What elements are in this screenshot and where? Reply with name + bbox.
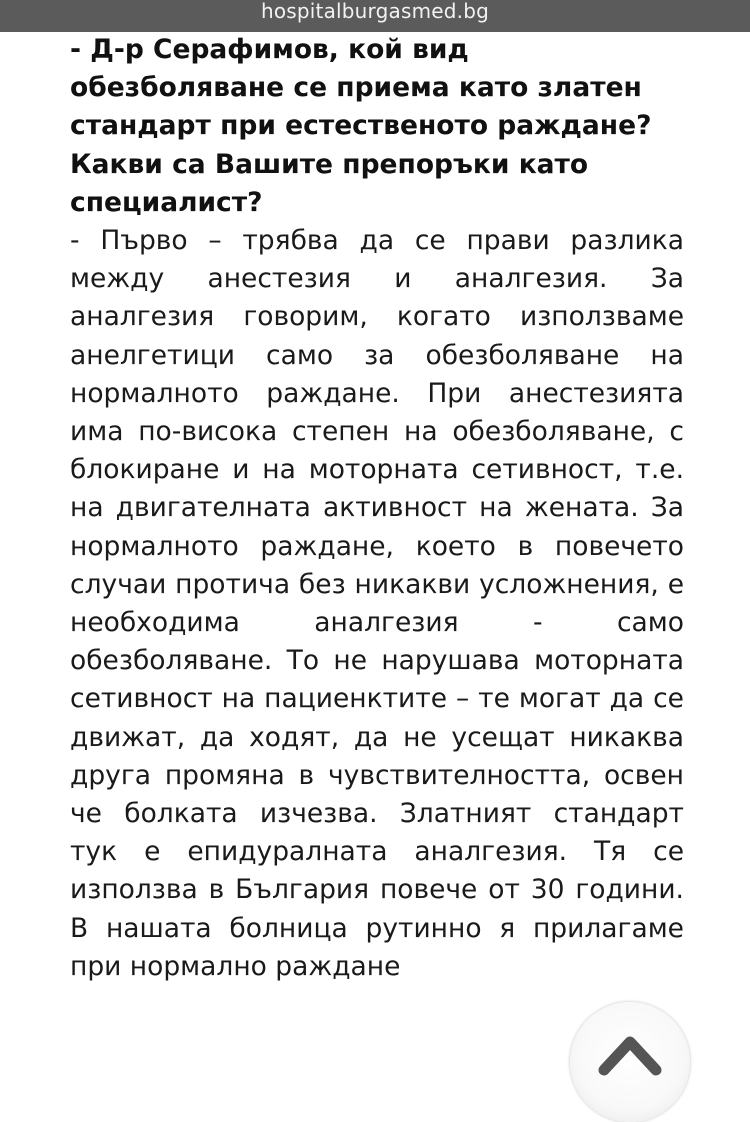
url-text: hospitalburgasmed.bg xyxy=(260,0,490,23)
interview-question: - Д-р Серафимов, кой вид обезболяване се приема като златен стандарт при естественото раждане? Какви са Вашите препоръки като специалист? xyxy=(70,34,652,218)
chevron-up-icon xyxy=(596,1032,664,1076)
article-content xyxy=(70,31,684,986)
browser-url-bar[interactable] xyxy=(0,0,750,32)
interview-answer: - Първо – трябва да се прави разлика между анестезия и аналгезия. За аналгезия говорим, когато използваме анелгетици само за обезболяване на нормалното раждане. При анестезията има по-висока степен на обезболяване, с блокиране и на моторната сетивност, т.е. на двигателната активност на жената. За нормалното раждане, което в повечето случаи протича без никакви усложнения, е необходима аналгезия - само обезболяване. То не нарушава моторната сетивност на пациенктите – те могат да се движат, да ходят, да не усещат никаква друга промяна в чувствителността, освен че болката изчезва. Златният стандарт тук е епидуралната аналгезия. Тя се използва в България повече от 30 години. В нашата болница рутинно я прилагаме при нормално раждане xyxy=(70,225,684,982)
scroll-to-top-button[interactable] xyxy=(570,1002,690,1122)
